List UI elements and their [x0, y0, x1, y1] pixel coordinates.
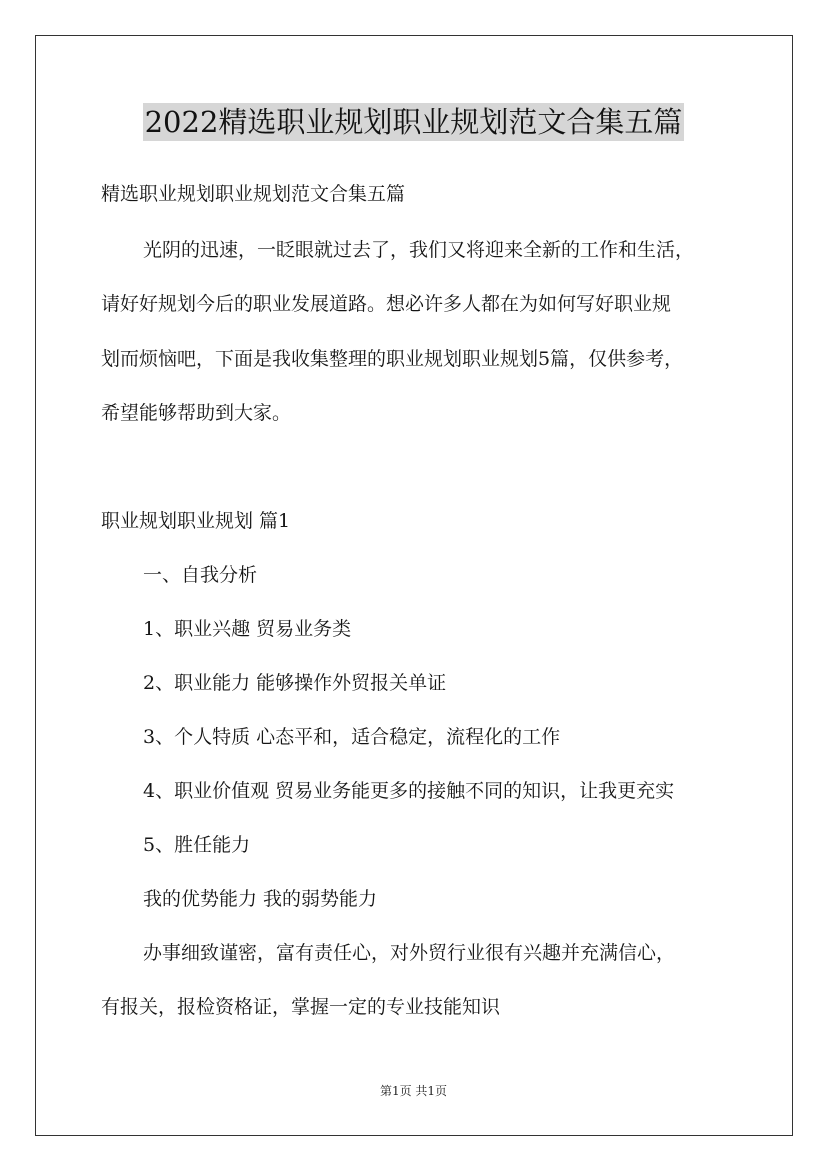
intro-line: 划而烦恼吧，下面是我收集整理的职业规划职业规划5篇，仅供参考， [101, 348, 684, 370]
list-item: 2、职业能力 能够操作外贸报关单证 [143, 672, 447, 694]
title-container [0, 103, 827, 141]
intro-line: 请好好规划今后的职业发展道路。想必许多人都在为如何写好职业规 [101, 293, 672, 315]
list-item: 4、职业价值观 贸易业务能更多的接触不同的知识，让我更充实 [143, 780, 675, 802]
intro-line: 希望能够帮助到大家。 [101, 402, 292, 424]
list-item: 一、自我分析 [143, 564, 258, 586]
list-item: 5、胜任能力 [143, 834, 251, 856]
list-item: 3、个人特质 心态平和，适合稳定，流程化的工作 [143, 726, 561, 748]
list-item: 1、职业兴趣 贸易业务类 [143, 618, 352, 640]
intro-line: 光阴的迅速，一眨眼就过去了，我们又将迎来全新的工作和生活， [143, 239, 695, 261]
page-footer: 第1页 共1页 [379, 1084, 448, 1098]
list-item: 办事细致谨密，富有责任心，对外贸行业很有兴趣并充满信心， [143, 942, 676, 964]
document-subtitle: 精选职业规划职业规划范文合集五篇 [101, 183, 406, 205]
paragraph-line: 有报关，报检资格证，掌握一定的专业技能知识 [101, 996, 501, 1018]
list-item: 我的优势能力 我的弱势能力 [143, 888, 378, 910]
section-heading: 职业规划职业规划 篇1 [101, 510, 291, 532]
document-title: 2022精选职业规划职业规划范文合集五篇 [144, 105, 683, 139]
